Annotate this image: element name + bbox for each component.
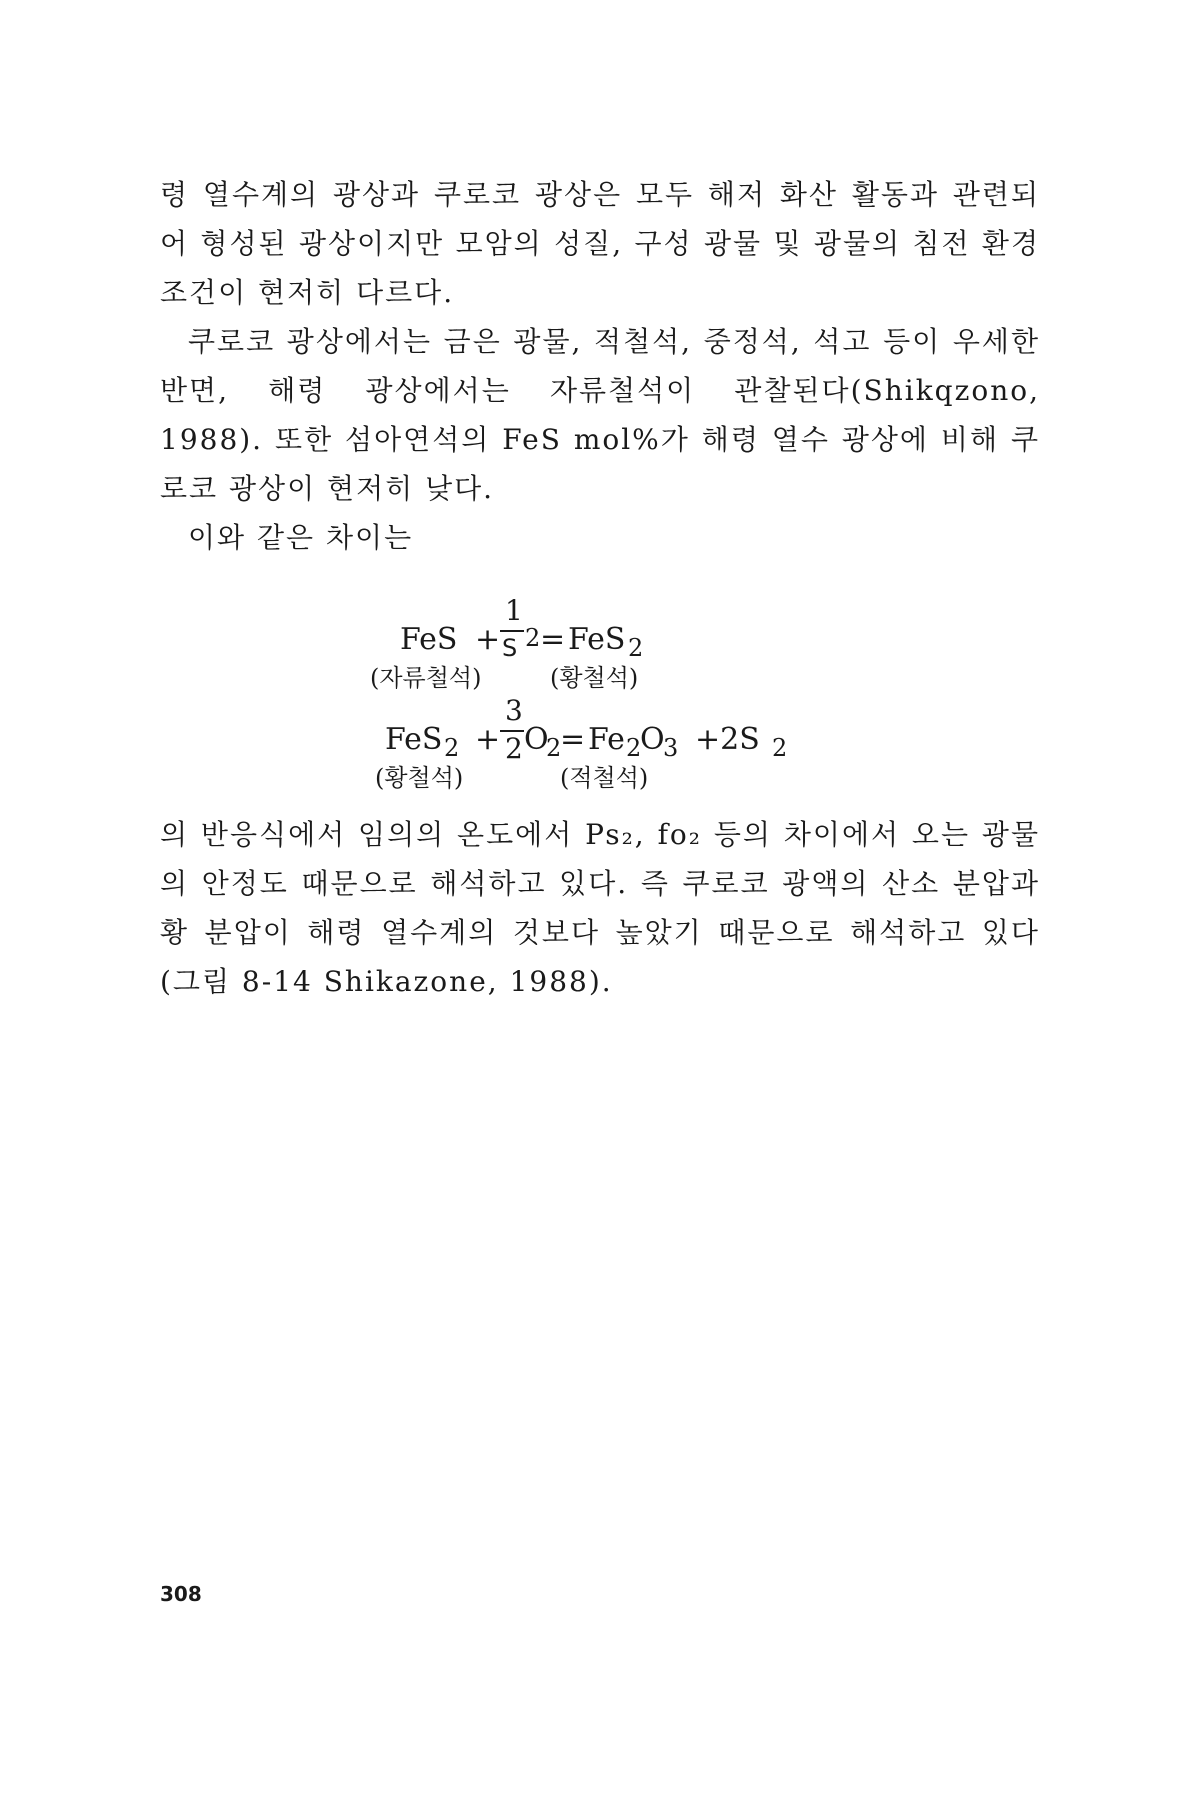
eq2-plus: + xyxy=(475,722,501,757)
eq1-product-subscript: 2 xyxy=(628,634,644,662)
eq2-second-product: +2S xyxy=(695,722,760,757)
eq1-frac-subscript: 2 xyxy=(525,624,541,652)
eq2-product: Fe xyxy=(588,722,625,757)
equation-1 xyxy=(370,594,820,692)
eq2-oxygen: O xyxy=(524,722,549,757)
eq2-frac-denominator: 2 xyxy=(505,732,523,765)
upper-text-block xyxy=(160,170,1040,562)
eq2-product-subscript-2: 3 xyxy=(663,734,679,762)
eq2-label-left: (황철석) xyxy=(375,764,464,792)
eq1-reactant: FeS xyxy=(400,622,458,657)
eq2-frac-numerator: 3 xyxy=(505,694,523,727)
eq1-label-right: (황철석) xyxy=(550,664,639,692)
paragraph-3: 이와 같은 차이는 xyxy=(188,521,414,554)
eq2-label-right: (적철석) xyxy=(560,764,649,792)
lower-text-block xyxy=(160,810,1040,1006)
eq2-equals: = xyxy=(560,722,586,757)
eq1-label-left: (자류철석) xyxy=(370,664,482,692)
equation-2 xyxy=(375,694,820,792)
paragraph-1: 령 열수계의 광상과 쿠로코 광상은 모두 해저 화산 활동과 관련되어 형성된 광상이지만 모암의 성질, 구성 광물 및 광물의 침전 환경 조건이 현저히 다르다. xyxy=(160,178,1040,309)
eq2-product-subscript-1: 2 xyxy=(626,734,642,762)
eq2-product-oxygen: O xyxy=(640,722,665,757)
eq2-oxygen-subscript: 2 xyxy=(546,734,562,762)
page-number: 308 xyxy=(160,1582,202,1606)
eq2-reactant-subscript: 2 xyxy=(444,734,460,762)
eq2-reactant: FeS xyxy=(385,722,443,757)
eq1-product: FeS xyxy=(568,622,626,657)
eq1-frac-denominator: S xyxy=(502,634,518,662)
paragraph-2: 쿠로코 광상에서는 금은 광물, 적철석, 중정석, 석고 등이 우세한 반면, 해령 광상에서는 자류철석이 관찰된다(Shikqzono, 1988). 또한 섬아연석의 FeS mol%가 해령 열수 광상에 비해 쿠로코 광상이 현저히 낮다. xyxy=(160,325,1040,505)
eq1-frac-numerator: 1 xyxy=(505,594,523,627)
eq1-fraction-bar xyxy=(500,630,524,632)
paragraph-4: 의 반응식에서 임의의 온도에서 Ps₂, fo₂ 등의 차이에서 오는 광물의 안정도 때문으로 해석하고 있다. 즉 쿠로코 광액의 산소 분압과 황 분압이 해령 열수계의 것보다 높았기 때문으로 해석하고 있다(그림 8-14 Shikazone, 1988). xyxy=(160,818,1040,998)
eq1-plus: + xyxy=(475,622,501,657)
eq1-equals: = xyxy=(540,622,566,657)
eq2-second-product-subscript: 2 xyxy=(772,734,788,762)
reaction-equations xyxy=(370,594,820,792)
